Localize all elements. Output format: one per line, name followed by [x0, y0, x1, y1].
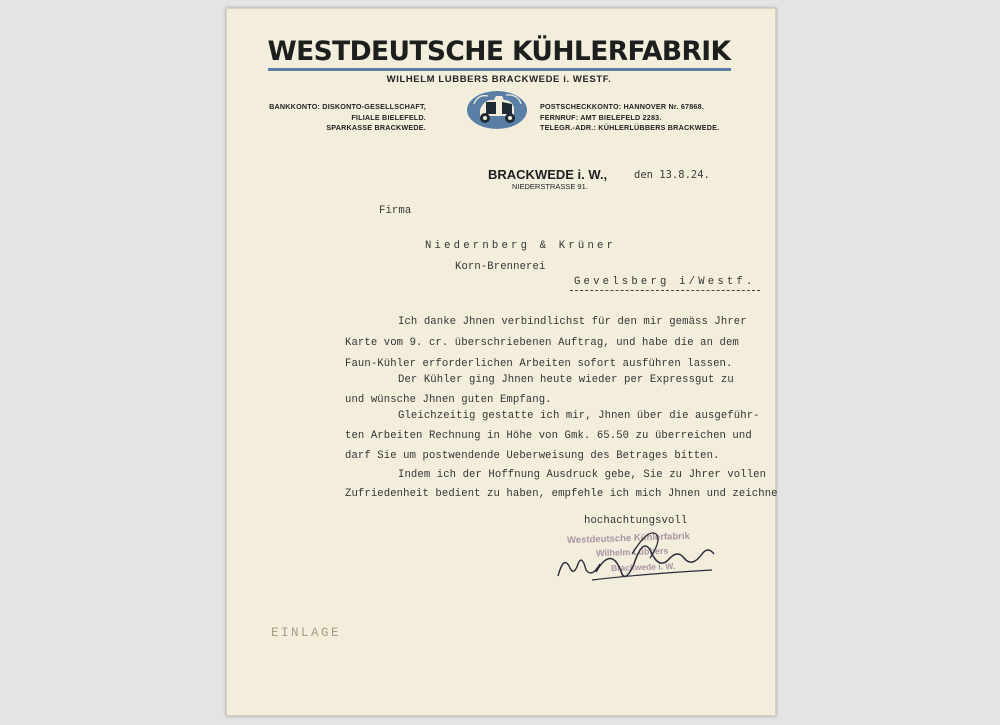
contact-details: [540, 102, 740, 134]
body-line: Ich danke Jhnen verbindlichst für den mir gemäss Jhrer: [398, 316, 747, 328]
underline: [570, 290, 760, 291]
recipient-name: Niedernberg & Krüner: [425, 240, 617, 252]
street-address: NIEDERSTRASSE 91.: [512, 182, 588, 191]
place-name: BRACKWEDE i. W.,: [488, 167, 608, 182]
letterhead-rule: [268, 68, 731, 71]
body-line: Gleichzeitig gestatte ich mir, Jhnen über die ausgeführ-: [398, 410, 760, 422]
letter-date: den 13.8.24.: [634, 169, 710, 181]
body-line: Indem ich der Hoffnung Ausdruck gebe, Sie zu Jhrer vollen: [398, 469, 767, 481]
body-line: Der Kühler ging Jhnen heute wieder per Expressgut zu: [398, 374, 734, 386]
recipient-business: Korn-Brennerei: [455, 261, 546, 273]
closing: hochachtungsvoll: [584, 515, 688, 527]
body-line: und wünsche Jhnen guten Empfang.: [345, 394, 552, 406]
bank-details: [256, 102, 426, 134]
body-line: Faun-Kühler erforderlichen Arbeiten sofort ausführen lassen.: [345, 358, 733, 370]
bank-line: FILIALE BIELEFELD.: [351, 112, 426, 122]
company-stamp-line: Brackwede i. W.: [610, 560, 676, 574]
contact-line: TELEGR.-ADR.: KÜHLERLÜBBERS BRACKWEDE.: [540, 123, 720, 132]
company-stamp-line: Wilhelm Lübbers: [595, 545, 669, 559]
body-line: Karte vom 9. cr. überschriebenen Auftrag, und habe die an dem: [345, 337, 739, 349]
contact-line: POSTSCHECKKONTO: HANNOVER Nr. 67868.: [540, 102, 705, 111]
contact-line: FERNRUF: AMT BIELEFELD 2283.: [540, 112, 662, 122]
car-radiator-logo-icon: [466, 90, 528, 135]
recipient-city: Gevelsberg i/Westf.: [574, 276, 756, 288]
body-line: Zufriedenheit bedient zu haben, empfehle ich mich Jhnen und zeichne: [345, 488, 778, 500]
body-line: ten Arbeiten Rechnung in Höhe von Gmk. 65.50 zu überreichen und: [345, 430, 752, 442]
company-stamp-line: Westdeutsche Kühlerfabrik: [566, 530, 690, 547]
handwritten-signature: [552, 524, 722, 589]
einlage-annotation: EINLAGE: [271, 626, 342, 640]
bank-line: BANKKONTO: DISKONTO-GESELLSCHAFT,: [269, 102, 426, 111]
company-name: WESTDEUTSCHE KÜHLERFABRIK: [267, 36, 731, 67]
body-line: darf Sie um postwendende Ueberweisung des Betrages bitten.: [345, 450, 720, 462]
owner-line: WILHELM LUBBERS BRACKWEDE i. WESTF.: [386, 74, 612, 85]
salutation: Firma: [379, 205, 412, 217]
bank-line: SPARKASSE BRACKWEDE.: [326, 123, 426, 132]
